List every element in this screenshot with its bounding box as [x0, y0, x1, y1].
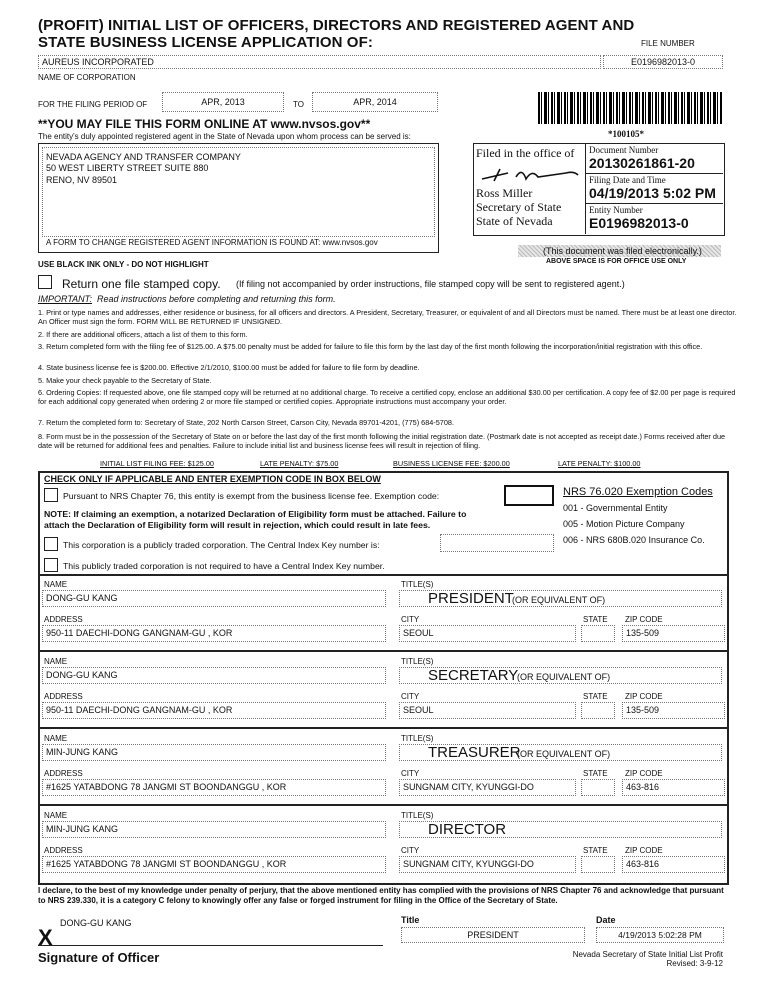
- instruction-2: 2. If there are additional officers, attach a list of them to this form.: [38, 330, 248, 339]
- city-label: CITY: [401, 846, 420, 855]
- fee-business-license: BUSINESS LICENSE FEE: $200.00: [393, 459, 510, 468]
- filed-in-text: Filed in the office of: [476, 146, 575, 160]
- return-copy-label: Return one file stamped copy.: [62, 277, 221, 291]
- black-ink-note: USE BLACK INK ONLY - DO NOT HIGHLIGHT: [38, 260, 209, 269]
- revised-date: Revised: 3-9-12: [666, 959, 723, 968]
- state-label: STATE: [583, 692, 608, 701]
- officer-address-field[interactable]: 950-11 DAECHI-DONG GANGNAM-GU , KOR: [42, 625, 386, 642]
- equivalent-note: (OR EQUIVALENT OF): [517, 749, 611, 759]
- titles-label: TITLE(S): [401, 811, 434, 820]
- name-label: NAME: [44, 811, 68, 820]
- officer-address-field[interactable]: 950-11 DAECHI-DONG GANGNAM-GU , KOR: [42, 702, 386, 719]
- zip-label: ZIP CODE: [625, 846, 663, 855]
- zip-label: ZIP CODE: [625, 769, 663, 778]
- officer-name-field[interactable]: MIN-JUNG KANG: [42, 744, 386, 761]
- agent-line1: NEVADA AGENCY AND TRANSFER COMPANY: [46, 152, 241, 162]
- form-title-line1: (PROFIT) INITIAL LIST OF OFFICERS, DIRECTORS AND REGISTERED AGENT AND: [38, 17, 635, 34]
- entity-number: E0196982013-0: [589, 215, 689, 231]
- officer-name-field[interactable]: MIN-JUNG KANG: [42, 821, 386, 838]
- title-label: Title: [401, 915, 420, 925]
- filing-to-field[interactable]: APR, 2014: [312, 92, 438, 112]
- officer-title: SECRETARY: [428, 667, 519, 684]
- date-label: Date: [596, 915, 616, 925]
- publicly-traded-text: This corporation is a publicly traded corporation. The Central Index Key number is:: [63, 540, 380, 550]
- state-label: STATE: [583, 846, 608, 855]
- state-label: STATE: [583, 615, 608, 624]
- filing-period-label: FOR THE FILING PERIOD OF: [38, 100, 148, 109]
- name-label: NAME: [44, 580, 68, 589]
- fee-initial-list: INITIAL LIST FILING FEE: $125.00: [100, 459, 214, 468]
- officer-city-field[interactable]: SUNGNAM CITY, KYUNGGI-DO: [399, 856, 576, 873]
- officer-zip-field[interactable]: 463-816: [622, 779, 725, 796]
- exemption-note-line2: attach the Declaration of Eligibility form will result in rejection, which could result in late fees.: [44, 520, 431, 530]
- instruction-3: 3. Return completed form with the filing fee of $125.00. A $75.00 penalty must be added for failure to file this form by the last day of the first month following the incorporation/initial registration with this office.: [38, 342, 703, 351]
- signer-name: DONG-GU KANG: [60, 918, 132, 928]
- file-number-field[interactable]: E0196982013-0: [603, 55, 723, 69]
- not-required-text: This publicly traded corporation is not required to have a Central Index Key number.: [63, 561, 385, 571]
- publicly-traded-checkbox[interactable]: [44, 537, 58, 551]
- fee-late-penalty-1: LATE PENALTY: $75.00: [260, 459, 339, 468]
- name-label: NAME: [44, 657, 68, 666]
- fee-late-penalty-2: LATE PENALTY: $100.00: [558, 459, 641, 468]
- entity-number-label: Entity Number: [589, 205, 643, 215]
- titles-label: TITLE(S): [401, 734, 434, 743]
- important-text: Read instructions before completing and returning this form.: [97, 294, 336, 304]
- filing-date: 04/19/2013 5:02 PM: [589, 185, 716, 201]
- instruction-1: 1. Print or type names and addresses, either residence or business, for all officers and directors. A President, Secretary, Treasurer, or equivalent of and all Directors must be named. There must be at least one director. An Officer must sign the form. FORM WILL BE RETURNED IF UNSIGNED.: [38, 308, 737, 326]
- address-label: ADDRESS: [44, 692, 83, 701]
- signature-x-mark: X: [38, 925, 53, 950]
- instruction-7: 7. Return the completed form to: Secretary of State, 202 North Carson Street, Carson City, Nevada 89701-4201, (775) 684-5708.: [38, 418, 455, 427]
- agent-line2: 50 WEST LIBERTY STREET SUITE 880: [46, 163, 209, 173]
- exemption-text: Pursuant to NRS Chapter 76, this entity is exempt from the business license fee. Exemption code:: [63, 491, 440, 501]
- instruction-8: 8. Form must be in the possession of the Secretary of State on or before the last day of the first month following the initial registration date. (Postmark date is not accepted as receipt date.) Forms received after due date will be returned for additional fees and penalties. Failure to include initial list and business license fees will result in rejection of filing.: [38, 432, 726, 450]
- officer-zip-field[interactable]: 135-509: [622, 702, 725, 719]
- doc-number-label: Document Number: [589, 145, 659, 155]
- officer-title: DIRECTOR: [428, 821, 507, 838]
- barcode: [538, 92, 723, 124]
- agent-line3: RENO, NV 89501: [46, 175, 118, 185]
- officer-city-field[interactable]: SEOUL: [399, 625, 576, 642]
- exemption-note-line1: NOTE: If claiming an exemption, a notarized Declaration of Eligibility form must be attached. Failure to: [44, 509, 467, 519]
- exemption-checkbox[interactable]: [44, 488, 58, 502]
- electronic-note: (This document was filed electronically.): [543, 246, 702, 256]
- stamp-signer: Ross Miller Secretary of State State of Nevada: [476, 186, 562, 228]
- return-copy-note: (If filing not accompanied by order instructions, file stamped copy will be sent to registered agent.): [236, 279, 625, 289]
- officer-state-field[interactable]: [581, 625, 615, 642]
- exemption-code-005: 005 - Motion Picture Company: [563, 519, 685, 529]
- barcode-text: *100105*: [608, 129, 644, 139]
- form-name: Nevada Secretary of State Initial List Profit: [572, 950, 723, 959]
- officer-state-field[interactable]: [581, 702, 615, 719]
- form-title-line2: STATE BUSINESS LICENSE APPLICATION OF:: [38, 34, 373, 51]
- equivalent-note: (OR EQUIVALENT OF): [517, 672, 611, 682]
- declaration-text: I declare, to the best of my knowledge under penalty of perjury, that the above mentioned entity has complied with the provisions of NRS Chapter 76 and acknowledge that pursuant to NRS 239.330, it is a category C felony to knowingly offer any false or forged instrument for filing in the Office of the Secretary of State.: [38, 886, 724, 905]
- address-label: ADDRESS: [44, 769, 83, 778]
- address-label: ADDRESS: [44, 846, 83, 855]
- zip-label: ZIP CODE: [625, 615, 663, 624]
- online-notice: **YOU MAY FILE THIS FORM ONLINE AT www.nvsos.gov**: [38, 117, 371, 131]
- exemption-code-box[interactable]: [504, 485, 554, 506]
- not-required-checkbox[interactable]: [44, 558, 58, 572]
- officer-address-field[interactable]: #1625 YATABDONG 78 JANGMI ST BOONDANGGU , KOR: [42, 856, 386, 873]
- doc-number: 20130261861-20: [589, 155, 695, 171]
- city-label: CITY: [401, 615, 420, 624]
- officer-zip-field[interactable]: 463-816: [622, 856, 725, 873]
- signature-date-field[interactable]: 4/19/2013 5:02:28 PM: [596, 927, 724, 943]
- secretary-signature: [478, 163, 582, 185]
- zip-label: ZIP CODE: [625, 692, 663, 701]
- filing-from-field[interactable]: APR, 2013: [162, 92, 284, 112]
- titles-label: TITLE(S): [401, 580, 434, 589]
- instruction-6: 6. Ordering Copies: If requested above, one file stamped copy will be returned at no additional charge. To receive a certified copy, enclose an additional $30.00 per certification. A copy fee of $2.00 per page is required for each additional copy generated when ordering 2 or more file stamped or certified copies. Appropriate instructions must accompany your order.: [38, 388, 736, 406]
- agent-intro: The entity's duly appointed registered agent in the State of Nevada upon whom process can be served is:: [38, 132, 411, 141]
- officer-name-field[interactable]: DONG-GU KANG: [42, 590, 386, 607]
- titles-label: TITLE(S): [401, 657, 434, 666]
- filing-date-label: Filing Date and Time: [589, 175, 666, 185]
- officer-zip-field[interactable]: 135-509: [622, 625, 725, 642]
- exemption-code-006: 006 - NRS 680B.020 Insurance Co.: [563, 535, 705, 545]
- signer-title-field[interactable]: PRESIDENT: [401, 927, 585, 943]
- office-use-note: ABOVE SPACE IS FOR OFFICE USE ONLY: [546, 258, 687, 265]
- officer-state-field[interactable]: [581, 779, 615, 796]
- exemption-heading: CHECK ONLY IF APPLICABLE AND ENTER EXEMPTION CODE IN BOX BELOW: [44, 474, 381, 484]
- corporation-name-label: NAME OF CORPORATION: [38, 73, 136, 82]
- officer-address-field[interactable]: #1625 YATABDONG 78 JANGMI ST BOONDANGGU , KOR: [42, 779, 386, 796]
- file-number-label: FILE NUMBER: [641, 39, 695, 48]
- address-label: ADDRESS: [44, 615, 83, 624]
- officer-title: PRESIDENT: [428, 590, 514, 607]
- city-label: CITY: [401, 692, 420, 701]
- important-label: IMPORTANT:: [38, 294, 92, 304]
- cik-number-field[interactable]: [440, 534, 554, 552]
- instruction-4: 4. State business license fee is $200.00. Effective 2/1/2010, $100.00 must be added for failure to file form by deadline.: [38, 363, 420, 372]
- to-label: TO: [293, 100, 304, 109]
- instruction-5: 5. Make your check payable to the Secretary of State.: [38, 376, 212, 385]
- officer-title: TREASURER: [428, 744, 521, 761]
- corporation-name-field[interactable]: AUREUS INCORPORATED: [38, 55, 601, 69]
- officer-state-field[interactable]: [581, 856, 615, 873]
- equivalent-note: (OR EQUIVALENT OF): [512, 595, 606, 605]
- agent-change-note: A FORM TO CHANGE REGISTERED AGENT INFORMATION IS FOUND AT: www.nvsos.gov: [46, 238, 378, 247]
- officer-city-field[interactable]: SEOUL: [399, 702, 576, 719]
- officer-city-field[interactable]: SUNGNAM CITY, KYUNGGI-DO: [399, 779, 576, 796]
- exemption-codes-title: NRS 76.020 Exemption Codes: [563, 486, 713, 498]
- city-label: CITY: [401, 769, 420, 778]
- state-label: STATE: [583, 769, 608, 778]
- exemption-code-001: 001 - Governmental Entity: [563, 503, 668, 513]
- signature-label: Signature of Officer: [38, 950, 160, 965]
- return-copy-checkbox[interactable]: [38, 275, 52, 289]
- name-label: NAME: [44, 734, 68, 743]
- officer-name-field[interactable]: DONG-GU KANG: [42, 667, 386, 684]
